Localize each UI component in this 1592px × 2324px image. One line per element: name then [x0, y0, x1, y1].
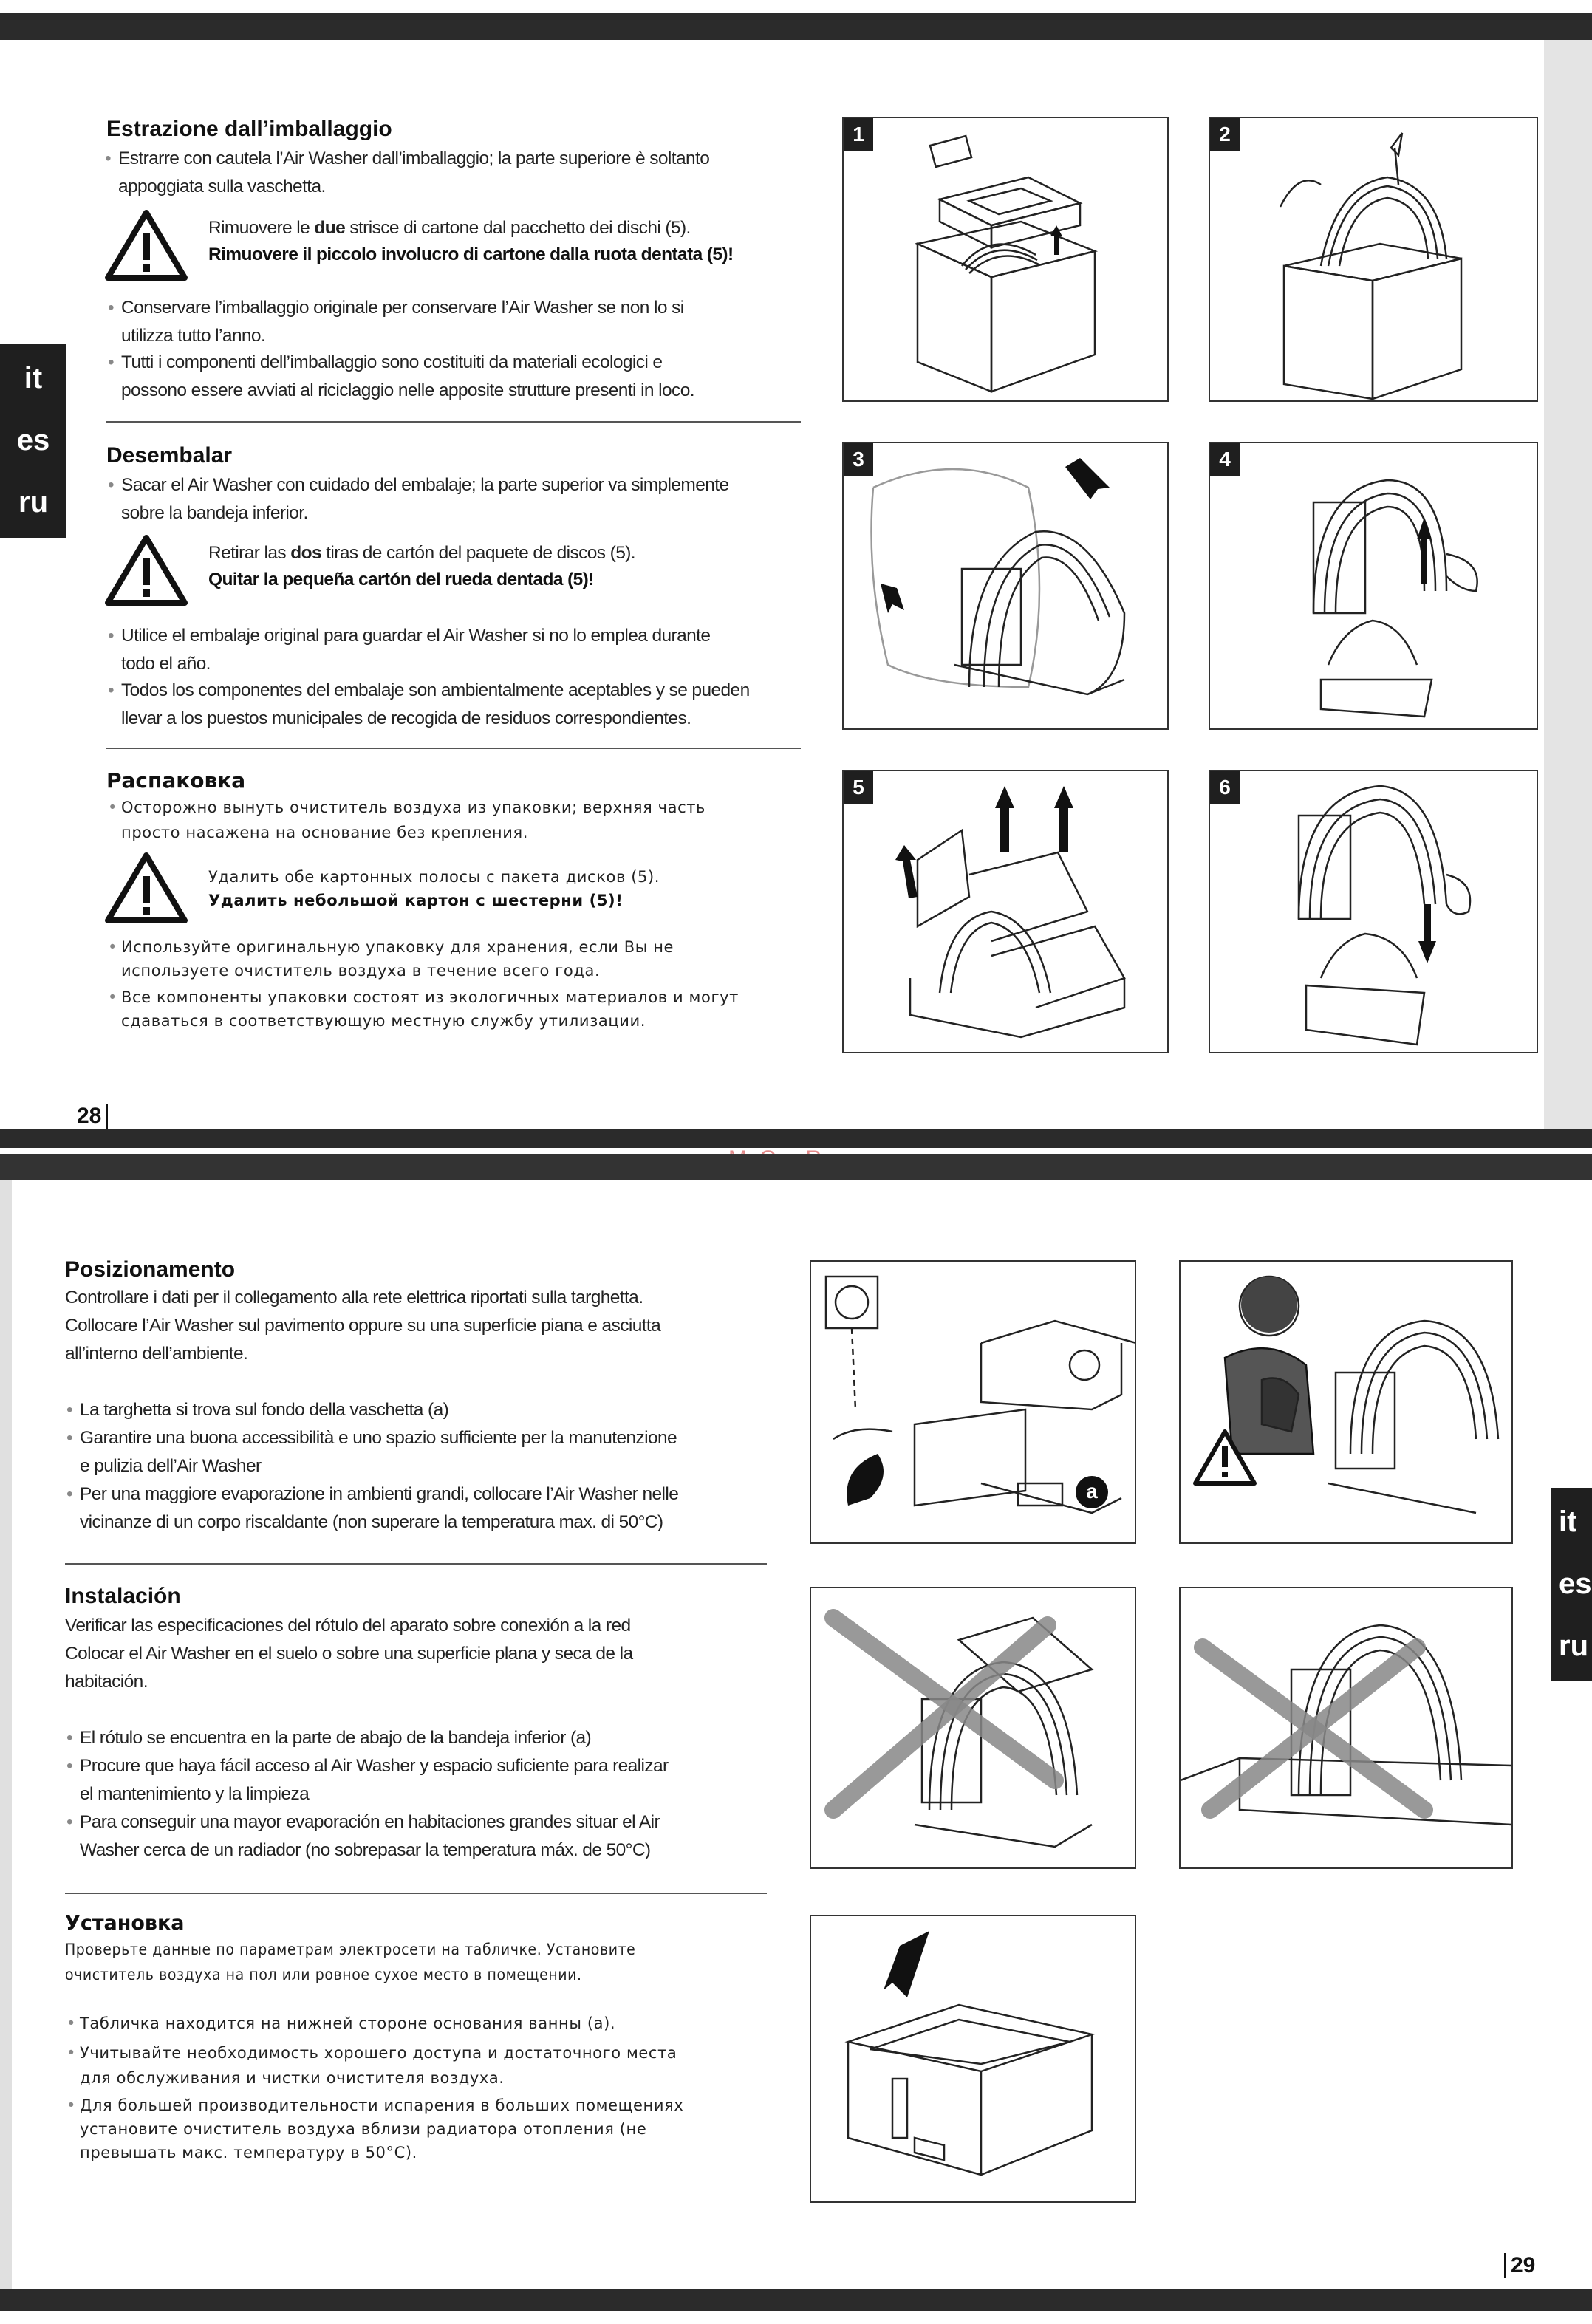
- ru-bullet-1: [108, 935, 801, 982]
- bullet-dot: •: [66, 2096, 76, 2114]
- step-figure-3: [842, 442, 1169, 730]
- it-placement-bullet-line: Garantire una buona accessibilità e uno spazio sufficiente per la manutenzione: [80, 1428, 677, 1448]
- lang-tab-it[interactable]: it: [1559, 1506, 1577, 1538]
- ru-installation-bullet-line: для обслуживания и чистки очистителя воздуха.: [80, 2069, 505, 2087]
- it-warning-line2: Rimuovere il piccolo involucro di cartone dalla ruota dentata (5)!: [208, 245, 734, 264]
- divider: [106, 748, 801, 749]
- step-number: 3: [844, 443, 873, 476]
- ru-installation-bullet-line: установите очиститель воздуха вблизи радиатора отопления (не: [80, 2120, 647, 2138]
- es-bullet-2: [108, 677, 801, 733]
- ru-installation-bullet-line: Для большей производительности испарения в больших помещениях: [80, 2096, 684, 2114]
- it-warning-pre: Rimuovere le: [208, 218, 315, 238]
- bullet-dot: •: [105, 148, 111, 168]
- es-intro-line: Sacar el Air Washer con cuidado del embalaje; la parte superior va simplemente: [121, 475, 729, 495]
- ru-installation-intro-line: Проверьте данные по параметрам электросети на табличке. Установите: [65, 1941, 636, 1958]
- it-placement-bullet-3: [66, 1480, 782, 1537]
- es-installation-bullet-2: [66, 1752, 782, 1808]
- it-placement-bullet-line: vicinanze di un corpo riscaldante (non superare la temperatura max. di 50°C): [80, 1512, 663, 1532]
- es-installation-bullet-3: [66, 1808, 782, 1865]
- ru-warning-line2: Удалить небольшой картон с шестерни (5)!: [208, 892, 624, 909]
- es-installation-title: Instalación: [65, 1584, 181, 1608]
- step-figure-5: [842, 770, 1169, 1053]
- ru-installation-bullet-1: [66, 2011, 804, 2036]
- ru-installation-intro: [65, 1937, 789, 1987]
- box-unpack-illustration: [844, 118, 1167, 400]
- bullet-dot: •: [66, 1428, 72, 1448]
- left-page-edge: [0, 1180, 12, 2289]
- bullet-dot: •: [108, 680, 114, 700]
- lang-tab-es[interactable]: es: [16, 424, 50, 457]
- it-placement-bullet-line: Per una maggiore evaporazione in ambienti grandi, collocare l’Air Washer nelle: [80, 1484, 679, 1504]
- warning-icon: [103, 533, 189, 607]
- bottom-footer-bar: [0, 2289, 1592, 2311]
- es-warning-pre: Retirar las: [208, 543, 291, 563]
- es-installation-intro-line: habitación.: [65, 1672, 148, 1692]
- it-placement-intro-line: Controllare i dati per il collegamento alla rete elettrica riportati sulla targhetta.: [65, 1288, 643, 1308]
- base-nameplate-figure: [810, 1915, 1136, 2203]
- warning-icon: [103, 208, 189, 282]
- it-bullet-1-line: utilizza tutto l’anno.: [121, 326, 266, 346]
- it-warning-post: strisce di cartone dal pacchetto dei dischi (5).: [345, 218, 691, 238]
- top-header-bar: [0, 13, 1592, 40]
- bullet-dot: •: [108, 938, 117, 956]
- base-tray-illustration: [811, 1916, 1135, 2201]
- es-warning-line1: [208, 539, 635, 567]
- step-number: 6: [1210, 771, 1240, 804]
- it-unpack-title: Estrazione dall’imballaggio: [106, 117, 392, 141]
- it-bullet-2-line: possono essere avviati al riciclaggio nelle apposite strutture presenti in loco.: [121, 380, 694, 400]
- es-installation-bullet-line: Para conseguir una mayor evaporación en habitaciones grandes situar el Air: [80, 1812, 660, 1832]
- child-warning-illustration: [1181, 1262, 1511, 1542]
- lang-tab-ru[interactable]: ru: [1559, 1630, 1588, 1662]
- bullet-dot: •: [66, 1728, 72, 1748]
- es-intro-line: sobre la bandeja inferior.: [121, 503, 308, 523]
- bullet-dot: •: [66, 2044, 76, 2062]
- es-installation-bullet-line: El rótulo se encuentra en la parte de abajo de la bandeja inferior (a): [80, 1728, 592, 1748]
- step-number: 4: [1210, 443, 1240, 476]
- es-installation-bullet-1: [66, 1724, 782, 1752]
- it-warning-bold: due: [314, 218, 346, 238]
- remove-bag-illustration: [844, 443, 1167, 728]
- es-warning-post: tiras de cartón del paquete de discos (5).: [321, 543, 636, 563]
- page-number: 28: [77, 1104, 108, 1129]
- right-page-edge: [1544, 40, 1592, 1129]
- it-bullet-2-line: Tutti i componenti dell’imballaggio sono costituiti da materiali ecologici e: [121, 352, 663, 372]
- it-bullet-1-line: Conservare l’imballaggio originale per conservare l’Air Washer se non lo si: [121, 298, 684, 318]
- step-number: 1: [844, 118, 873, 151]
- ru-bullet-1-line: используете очиститель воздуха в течение всего года.: [121, 962, 601, 980]
- ru-bullet-2: [108, 985, 801, 1033]
- separate-parts-illustration: [1210, 443, 1537, 728]
- ru-intro-line: просто насажена на основание без крепления.: [121, 824, 529, 841]
- ru-installation-intro-line: очиститель воздуха на пол или ровное сухое место в помещении.: [65, 1966, 582, 1983]
- es-installation-bullet-line: Washer cerca de un radiador (no sobrepasar la temperatura máx. de 50°C): [80, 1840, 651, 1860]
- bullet-dot: •: [66, 1756, 72, 1776]
- es-installation-intro-line: Verificar las especificaciones del rótulo del aparato sobre conexión a la red: [65, 1616, 631, 1636]
- bullet-dot: •: [66, 1484, 72, 1504]
- bottom-header-bar: [0, 1154, 1592, 1180]
- es-intro: [108, 471, 801, 527]
- callout-a: a: [1076, 1476, 1108, 1508]
- step-figure-4: [1209, 442, 1538, 730]
- es-bullet-2-line: llevar a los puestos municipales de recogida de residuos correspondientes.: [121, 708, 691, 728]
- step-figure-1: [842, 117, 1169, 402]
- warning-icon: [103, 851, 189, 925]
- ru-intro: [108, 795, 801, 845]
- es-installation-bullet-line: el mantenimiento y la limpieza: [80, 1784, 310, 1804]
- es-installation-intro: [65, 1612, 774, 1696]
- ru-installation-bullet-3: [66, 2094, 804, 2164]
- it-placement-bullet-1: [66, 1396, 782, 1424]
- divider: [65, 1893, 767, 1894]
- top-footer-bar: [0, 1129, 1592, 1148]
- es-bullet-1-line: Utilice el embalaje original para guardar el Air Washer si no lo emplea durante: [121, 626, 711, 646]
- remove-cardboard-illustration: [844, 771, 1167, 1052]
- it-bullet-1: [108, 294, 801, 350]
- step-figure-2: [1209, 117, 1538, 402]
- ru-installation-bullet-line: превышать макс. температуру в 50°C).: [80, 2144, 417, 2161]
- ru-intro-line: Осторожно вынуть очиститель воздуха из упаковки; верхняя часть: [121, 799, 706, 816]
- step-number: 2: [1210, 118, 1240, 151]
- lang-tabs-right: [1551, 1488, 1592, 1681]
- step-number: 5: [844, 771, 873, 804]
- ru-installation-bullet-line: Табличка находится на нижней стороне основания ванны (a).: [80, 2014, 616, 2032]
- no-edge-figure: [1179, 1587, 1513, 1869]
- es-bullet-1: [108, 622, 801, 678]
- step-figure-6: [1209, 770, 1538, 1053]
- reassemble-illustration: [1210, 771, 1537, 1052]
- ru-bullet-2-line: сдаваться в соответствующую местную службу утилизации.: [121, 1012, 646, 1030]
- es-bullet-2-line: Todos los componentes del embalaje son ambientalmente aceptables y se pueden: [121, 680, 750, 700]
- lang-tab-it[interactable]: it: [24, 362, 43, 394]
- do-not-place-edge-illustration: [1181, 1588, 1511, 1867]
- divider: [65, 1563, 767, 1565]
- outlet-nameplate-figure: [810, 1260, 1136, 1544]
- ru-bullet-1-line: Используйте оригинальную упаковку для хранения, если Вы не: [121, 938, 674, 956]
- es-warning-bold: dos: [290, 543, 322, 563]
- ru-bullet-2-line: Все компоненты упаковки состоят из экологичных материалов и могут: [121, 988, 739, 1006]
- es-unpack-title: Desembalar: [106, 443, 233, 468]
- divider: [106, 421, 801, 423]
- bullet-dot: •: [108, 799, 117, 816]
- lift-washer-illustration: [1210, 118, 1537, 400]
- it-placement-bullet-2: [66, 1424, 782, 1480]
- lang-tab-es[interactable]: es: [1559, 1568, 1592, 1600]
- es-bullet-1-line: todo el año.: [121, 654, 211, 674]
- no-cover-figure: [810, 1587, 1136, 1869]
- es-warning-line2: Quitar la pequeña cartón del rueda dentada (5)!: [208, 570, 594, 589]
- child-safety-figure: [1179, 1260, 1513, 1544]
- it-placement-title: Posizionamento: [65, 1257, 236, 1282]
- bullet-dot: •: [108, 352, 114, 372]
- ru-installation-bullet-2: [66, 2040, 804, 2091]
- bullet-dot: •: [108, 475, 114, 495]
- it-intro-line: appoggiata sulla vaschetta.: [118, 177, 326, 196]
- do-not-cover-illustration: [811, 1588, 1135, 1867]
- bullet-dot: •: [108, 626, 114, 646]
- it-intro-line: Estrarre con cautela l’Air Washer dall’imballaggio; la parte superiore è soltanto: [118, 148, 710, 168]
- ru-unpack-title: Распаковка: [106, 768, 246, 793]
- it-intro: [105, 145, 798, 201]
- it-placement-intro-line: Collocare l’Air Washer sul pavimento oppure su una superficie piana e asciutta: [65, 1316, 661, 1336]
- lang-tabs-left: [0, 344, 66, 538]
- bullet-dot: •: [108, 298, 114, 318]
- ru-warning-line1: Удалить обе картонных полосы с пакета дисков (5).: [208, 868, 660, 886]
- bullet-dot: •: [66, 1812, 72, 1832]
- it-placement-bullet-line: e pulizia dell’Air Washer: [80, 1456, 262, 1476]
- ru-installation-bullet-line: Учитывайте необходимость хорошего доступа и достаточного места: [80, 2044, 677, 2062]
- it-warning-line1: [208, 214, 691, 242]
- it-placement-intro: [65, 1284, 774, 1368]
- bullet-dot: •: [66, 2014, 76, 2032]
- es-installation-intro-line: Colocar el Air Washer en el suelo o sobre una superficie plana y seca de la: [65, 1644, 633, 1664]
- bullet-dot: •: [66, 1400, 72, 1420]
- page-number: 29: [1504, 2253, 1535, 2278]
- it-placement-bullet-line: La targhetta si trova sul fondo della vaschetta (a): [80, 1400, 449, 1420]
- es-installation-bullet-line: Procure que haya fácil acceso al Air Washer y espacio suficiente para realizar: [80, 1756, 669, 1776]
- ru-installation-title: Установка: [65, 1912, 185, 1935]
- lang-tab-ru[interactable]: ru: [18, 486, 48, 519]
- it-placement-intro-line: all’interno dell’ambiente.: [65, 1344, 248, 1364]
- it-bullet-2: [108, 349, 801, 405]
- bullet-dot: •: [108, 988, 117, 1006]
